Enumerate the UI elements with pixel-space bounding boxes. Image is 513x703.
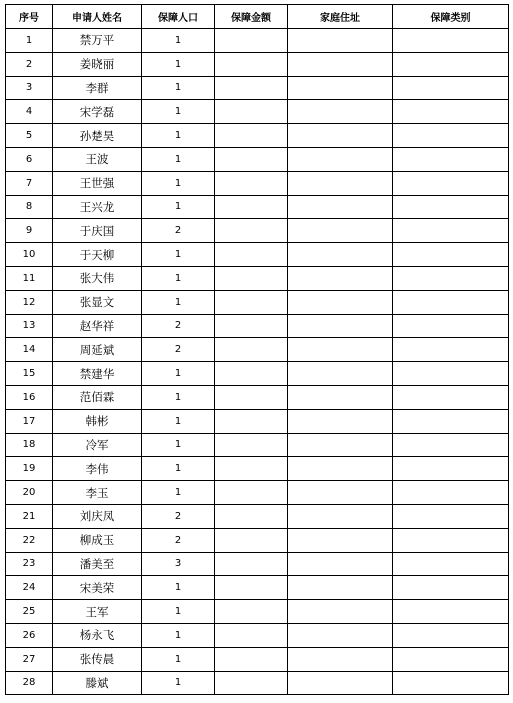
cell-serial-number: 3 — [6, 76, 53, 100]
cell-amount — [215, 504, 288, 528]
cell-serial-number: 8 — [6, 195, 53, 219]
cell-amount — [215, 576, 288, 600]
cell-category — [393, 362, 509, 386]
cell-covered-persons: 1 — [142, 576, 215, 600]
cell-home-address — [288, 362, 393, 386]
table-row — [6, 314, 509, 338]
header-home-address: 家庭住址 — [288, 5, 393, 29]
cell-applicant-name: 王世强 — [53, 171, 142, 195]
cell-amount — [215, 29, 288, 53]
table-row — [6, 576, 509, 600]
cell-serial-number: 7 — [6, 171, 53, 195]
cell-applicant-name: 滕斌 — [53, 671, 142, 695]
cell-home-address — [288, 576, 393, 600]
cell-category — [393, 504, 509, 528]
cell-applicant-name: 禁建华 — [53, 362, 142, 386]
cell-category — [393, 409, 509, 433]
table-row — [6, 504, 509, 528]
cell-serial-number: 9 — [6, 219, 53, 243]
cell-serial-number: 23 — [6, 552, 53, 576]
cell-applicant-name: 于天柳 — [53, 243, 142, 267]
table-row — [6, 600, 509, 624]
cell-category — [393, 671, 509, 695]
cell-amount — [215, 243, 288, 267]
cell-applicant-name: 于庆国 — [53, 219, 142, 243]
cell-amount — [215, 314, 288, 338]
cell-covered-persons: 1 — [142, 481, 215, 505]
cell-amount — [215, 147, 288, 171]
cell-covered-persons: 1 — [142, 290, 215, 314]
cell-amount — [215, 219, 288, 243]
cell-serial-number: 14 — [6, 338, 53, 362]
cell-covered-persons: 1 — [142, 457, 215, 481]
cell-covered-persons: 1 — [142, 171, 215, 195]
cell-amount — [215, 171, 288, 195]
cell-home-address — [288, 195, 393, 219]
cell-category — [393, 195, 509, 219]
table-row — [6, 623, 509, 647]
cell-home-address — [288, 314, 393, 338]
cell-category — [393, 124, 509, 148]
subsidy-table — [5, 4, 509, 695]
cell-serial-number: 2 — [6, 52, 53, 76]
cell-amount — [215, 552, 288, 576]
cell-covered-persons: 2 — [142, 314, 215, 338]
cell-home-address — [288, 671, 393, 695]
cell-applicant-name: 李玉 — [53, 481, 142, 505]
table-row — [6, 362, 509, 386]
cell-covered-persons: 1 — [142, 100, 215, 124]
cell-covered-persons: 1 — [142, 124, 215, 148]
cell-amount — [215, 433, 288, 457]
cell-category — [393, 623, 509, 647]
cell-home-address — [288, 528, 393, 552]
cell-applicant-name: 张传晨 — [53, 647, 142, 671]
cell-home-address — [288, 124, 393, 148]
cell-applicant-name: 杨永飞 — [53, 623, 142, 647]
cell-covered-persons: 1 — [142, 385, 215, 409]
cell-home-address — [288, 52, 393, 76]
cell-category — [393, 552, 509, 576]
table-row — [6, 671, 509, 695]
cell-covered-persons: 2 — [142, 338, 215, 362]
cell-covered-persons: 1 — [142, 52, 215, 76]
cell-serial-number: 12 — [6, 290, 53, 314]
cell-amount — [215, 647, 288, 671]
cell-serial-number: 25 — [6, 600, 53, 624]
cell-category — [393, 385, 509, 409]
cell-category — [393, 147, 509, 171]
cell-covered-persons: 1 — [142, 600, 215, 624]
table-row — [6, 243, 509, 267]
cell-home-address — [288, 457, 393, 481]
cell-amount — [215, 362, 288, 386]
cell-amount — [215, 195, 288, 219]
cell-category — [393, 219, 509, 243]
cell-amount — [215, 623, 288, 647]
cell-serial-number: 27 — [6, 647, 53, 671]
cell-home-address — [288, 409, 393, 433]
cell-applicant-name: 王军 — [53, 600, 142, 624]
cell-category — [393, 528, 509, 552]
cell-covered-persons: 1 — [142, 623, 215, 647]
table-row — [6, 195, 509, 219]
cell-serial-number: 28 — [6, 671, 53, 695]
cell-serial-number: 24 — [6, 576, 53, 600]
table-row — [6, 552, 509, 576]
cell-category — [393, 481, 509, 505]
cell-applicant-name: 范佰霖 — [53, 385, 142, 409]
cell-serial-number: 20 — [6, 481, 53, 505]
cell-covered-persons: 1 — [142, 362, 215, 386]
cell-covered-persons: 2 — [142, 504, 215, 528]
table-row — [6, 171, 509, 195]
cell-amount — [215, 600, 288, 624]
cell-home-address — [288, 100, 393, 124]
table-row — [6, 290, 509, 314]
cell-applicant-name: 柳成玉 — [53, 528, 142, 552]
table-body — [6, 29, 509, 695]
cell-covered-persons: 3 — [142, 552, 215, 576]
cell-serial-number: 16 — [6, 385, 53, 409]
cell-applicant-name: 王兴龙 — [53, 195, 142, 219]
cell-applicant-name: 韩彬 — [53, 409, 142, 433]
cell-covered-persons: 1 — [142, 29, 215, 53]
cell-amount — [215, 290, 288, 314]
cell-home-address — [288, 504, 393, 528]
cell-serial-number: 6 — [6, 147, 53, 171]
table-row — [6, 76, 509, 100]
cell-serial-number: 4 — [6, 100, 53, 124]
cell-home-address — [288, 219, 393, 243]
cell-serial-number: 21 — [6, 504, 53, 528]
cell-covered-persons: 2 — [142, 219, 215, 243]
cell-applicant-name: 宋学磊 — [53, 100, 142, 124]
cell-category — [393, 29, 509, 53]
cell-home-address — [288, 623, 393, 647]
cell-applicant-name: 潘美至 — [53, 552, 142, 576]
cell-covered-persons: 1 — [142, 409, 215, 433]
cell-home-address — [288, 552, 393, 576]
cell-amount — [215, 100, 288, 124]
cell-amount — [215, 76, 288, 100]
cell-covered-persons: 1 — [142, 76, 215, 100]
cell-category — [393, 243, 509, 267]
cell-serial-number: 15 — [6, 362, 53, 386]
cell-home-address — [288, 481, 393, 505]
table-row — [6, 100, 509, 124]
header-applicant-name: 申请人姓名 — [53, 5, 142, 29]
cell-amount — [215, 338, 288, 362]
cell-category — [393, 338, 509, 362]
cell-applicant-name: 张显文 — [53, 290, 142, 314]
cell-category — [393, 600, 509, 624]
table-row — [6, 528, 509, 552]
cell-amount — [215, 481, 288, 505]
table-row — [6, 385, 509, 409]
cell-category — [393, 457, 509, 481]
cell-amount — [215, 124, 288, 148]
cell-amount — [215, 266, 288, 290]
cell-home-address — [288, 647, 393, 671]
cell-home-address — [288, 338, 393, 362]
cell-home-address — [288, 29, 393, 53]
cell-home-address — [288, 243, 393, 267]
cell-category — [393, 314, 509, 338]
cell-category — [393, 433, 509, 457]
cell-category — [393, 647, 509, 671]
cell-home-address — [288, 147, 393, 171]
cell-covered-persons: 1 — [142, 195, 215, 219]
table-row — [6, 433, 509, 457]
cell-serial-number: 5 — [6, 124, 53, 148]
table-row — [6, 338, 509, 362]
cell-applicant-name: 赵华祥 — [53, 314, 142, 338]
cell-category — [393, 290, 509, 314]
cell-home-address — [288, 171, 393, 195]
cell-amount — [215, 409, 288, 433]
cell-amount — [215, 52, 288, 76]
cell-home-address — [288, 266, 393, 290]
cell-covered-persons: 1 — [142, 147, 215, 171]
cell-covered-persons: 1 — [142, 433, 215, 457]
cell-applicant-name: 李群 — [53, 76, 142, 100]
cell-category — [393, 100, 509, 124]
cell-covered-persons: 2 — [142, 528, 215, 552]
cell-serial-number: 10 — [6, 243, 53, 267]
cell-home-address — [288, 290, 393, 314]
cell-serial-number: 11 — [6, 266, 53, 290]
table-row — [6, 457, 509, 481]
table-row — [6, 409, 509, 433]
cell-applicant-name: 王波 — [53, 147, 142, 171]
table-row — [6, 647, 509, 671]
cell-serial-number: 13 — [6, 314, 53, 338]
cell-covered-persons: 1 — [142, 243, 215, 267]
table-row — [6, 147, 509, 171]
cell-amount — [215, 457, 288, 481]
cell-applicant-name: 宋美荣 — [53, 576, 142, 600]
cell-amount — [215, 528, 288, 552]
table-row — [6, 219, 509, 243]
cell-serial-number: 19 — [6, 457, 53, 481]
cell-home-address — [288, 433, 393, 457]
cell-serial-number: 17 — [6, 409, 53, 433]
cell-category — [393, 171, 509, 195]
table-row — [6, 52, 509, 76]
cell-serial-number: 26 — [6, 623, 53, 647]
cell-category — [393, 266, 509, 290]
table-row — [6, 481, 509, 505]
header-category: 保障类别 — [393, 5, 509, 29]
cell-applicant-name: 李伟 — [53, 457, 142, 481]
cell-applicant-name: 冷军 — [53, 433, 142, 457]
cell-amount — [215, 385, 288, 409]
cell-covered-persons: 1 — [142, 266, 215, 290]
cell-category — [393, 576, 509, 600]
cell-home-address — [288, 76, 393, 100]
cell-amount — [215, 671, 288, 695]
cell-serial-number: 22 — [6, 528, 53, 552]
cell-applicant-name: 周延斌 — [53, 338, 142, 362]
header-amount: 保障金额 — [215, 5, 288, 29]
cell-category — [393, 52, 509, 76]
cell-serial-number: 1 — [6, 29, 53, 53]
table-row — [6, 124, 509, 148]
cell-applicant-name: 禁万平 — [53, 29, 142, 53]
cell-applicant-name: 张大伟 — [53, 266, 142, 290]
cell-applicant-name: 孙楚昊 — [53, 124, 142, 148]
cell-applicant-name: 刘庆凤 — [53, 504, 142, 528]
header-serial-number: 序号 — [6, 5, 53, 29]
cell-home-address — [288, 385, 393, 409]
table-row — [6, 29, 509, 53]
header-covered-persons: 保障人口 — [142, 5, 215, 29]
cell-applicant-name: 姜晓丽 — [53, 52, 142, 76]
cell-covered-persons: 1 — [142, 671, 215, 695]
cell-serial-number: 18 — [6, 433, 53, 457]
cell-category — [393, 76, 509, 100]
header-row — [6, 5, 509, 29]
table-row — [6, 266, 509, 290]
table-header — [6, 5, 509, 29]
cell-home-address — [288, 600, 393, 624]
cell-covered-persons: 1 — [142, 647, 215, 671]
